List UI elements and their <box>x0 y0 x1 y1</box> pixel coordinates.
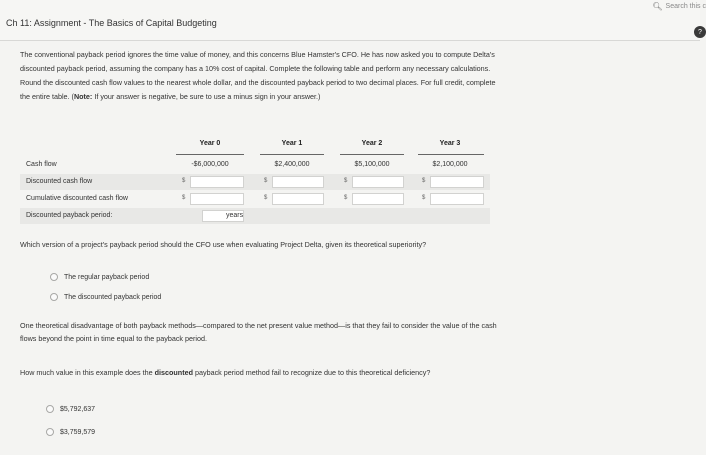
search-field[interactable] <box>652 0 706 12</box>
currency-symbol: $ <box>344 195 348 201</box>
question-2-emphasis: discounted <box>154 368 193 377</box>
dcf-year-2-input[interactable] <box>352 176 404 188</box>
years-unit-label: years <box>226 212 244 219</box>
page-header <box>0 0 706 40</box>
q2-option-1[interactable] <box>46 405 95 413</box>
row-label-cumulative: Cumulative discounted cash flow <box>26 195 128 202</box>
radio-button[interactable] <box>46 405 54 413</box>
cumulative-year-3-input[interactable] <box>430 193 484 205</box>
table-row-payback <box>20 208 490 224</box>
instructions-line-2: discounted payback period, assuming the company has a 10% cost of capital. Complete the following table and perform any necessary calculations. <box>20 64 491 73</box>
header-underline <box>418 154 484 155</box>
question-2-suffix: payback period method fail to recognize due to this theoretical deficiency? <box>192 368 431 377</box>
currency-symbol: $ <box>422 178 426 184</box>
option-label: The regular payback period <box>64 273 150 281</box>
currency-symbol: $ <box>264 178 268 184</box>
row-label-cash-flow: Cash flow <box>26 161 57 168</box>
statement-line-1: One theoretical disadvantage of both payback methods—compared to the net present value method—is that they fail to consider the value of the cash <box>20 321 497 330</box>
table-row-discounted-cash-flow <box>20 174 490 190</box>
q1-option-regular[interactable] <box>50 273 149 281</box>
option-label: $5,792,637 <box>60 405 96 413</box>
question-2-text <box>20 366 430 379</box>
option-label: $3,759,579 <box>60 428 96 436</box>
instructions-line-1: The conventional payback period ignores the time value of money, and this concerns Blue Hamster's CFO. He has now asked you to compute Delta's <box>20 50 495 59</box>
table-row-cumulative <box>20 191 490 207</box>
row-label-discounted-cash-flow: Discounted cash flow <box>26 178 93 185</box>
header-year-2: Year 2 <box>361 140 383 147</box>
instructions-text: If your answer is negative, be sure to use a minus sign in your answer.) <box>92 92 321 101</box>
dcf-year-1-input[interactable] <box>272 176 324 188</box>
currency-symbol: $ <box>264 195 268 201</box>
page-title: Ch 11: Assignment - The Basics of Capital Budgeting <box>6 18 217 28</box>
dcf-year-3-input[interactable] <box>430 176 484 188</box>
header-divider <box>0 40 700 41</box>
statement-text <box>20 319 497 345</box>
note-label: Note: <box>73 92 93 101</box>
q1-option-discounted[interactable] <box>50 293 161 301</box>
search-placeholder: Search this c <box>665 2 706 10</box>
help-icon[interactable]: ? <box>694 26 706 38</box>
dcf-year-0-input[interactable] <box>190 176 244 188</box>
currency-symbol: $ <box>182 195 186 201</box>
header-underline <box>340 154 404 155</box>
cumulative-year-1-input[interactable] <box>272 193 324 205</box>
radio-button[interactable] <box>50 293 58 301</box>
currency-symbol: $ <box>422 195 426 201</box>
problem-instructions <box>20 48 620 104</box>
currency-symbol: $ <box>344 178 348 184</box>
instructions-line-3: Round the discounted cash flow values to the nearest whole dollar, and the discounted payback period to two decimal places. For full credit, complete <box>20 78 496 87</box>
row-label-payback: Discounted payback period: <box>26 212 113 219</box>
q2-option-2[interactable] <box>46 428 95 436</box>
radio-button[interactable] <box>46 428 54 436</box>
header-underline <box>176 154 244 155</box>
search-icon: 🔍︎ <box>652 1 663 11</box>
instructions-line-4 <box>20 90 620 104</box>
header-year-0: Year 0 <box>199 140 221 147</box>
cumulative-year-2-input[interactable] <box>352 193 404 205</box>
cumulative-year-0-input[interactable] <box>190 193 244 205</box>
cash-flow-year-2: $5,100,000 <box>354 161 390 168</box>
currency-symbol: $ <box>182 178 186 184</box>
question-2-prefix: How much value in this example does the <box>20 368 155 377</box>
cash-flow-year-0: -$6,000,000 <box>191 161 229 168</box>
statement-line-2: flows beyond the point in time equal to the payback period. <box>20 334 207 343</box>
question-1-text: Which version of a project's payback period should the CFO use when evaluating Project Delta, given its theoretical superiority? <box>20 240 427 249</box>
radio-button[interactable] <box>50 273 58 281</box>
table-header-row <box>20 140 490 152</box>
instructions-text: the entire table. ( <box>20 92 74 101</box>
table-row-cash-flow <box>20 157 490 173</box>
option-label: The discounted payback period <box>64 293 162 301</box>
header-underline <box>260 154 324 155</box>
header-year-3: Year 3 <box>439 140 461 147</box>
cash-flow-year-1: $2,400,000 <box>274 161 310 168</box>
header-year-1: Year 1 <box>281 140 303 147</box>
cash-flow-year-3: $2,100,000 <box>432 161 468 168</box>
